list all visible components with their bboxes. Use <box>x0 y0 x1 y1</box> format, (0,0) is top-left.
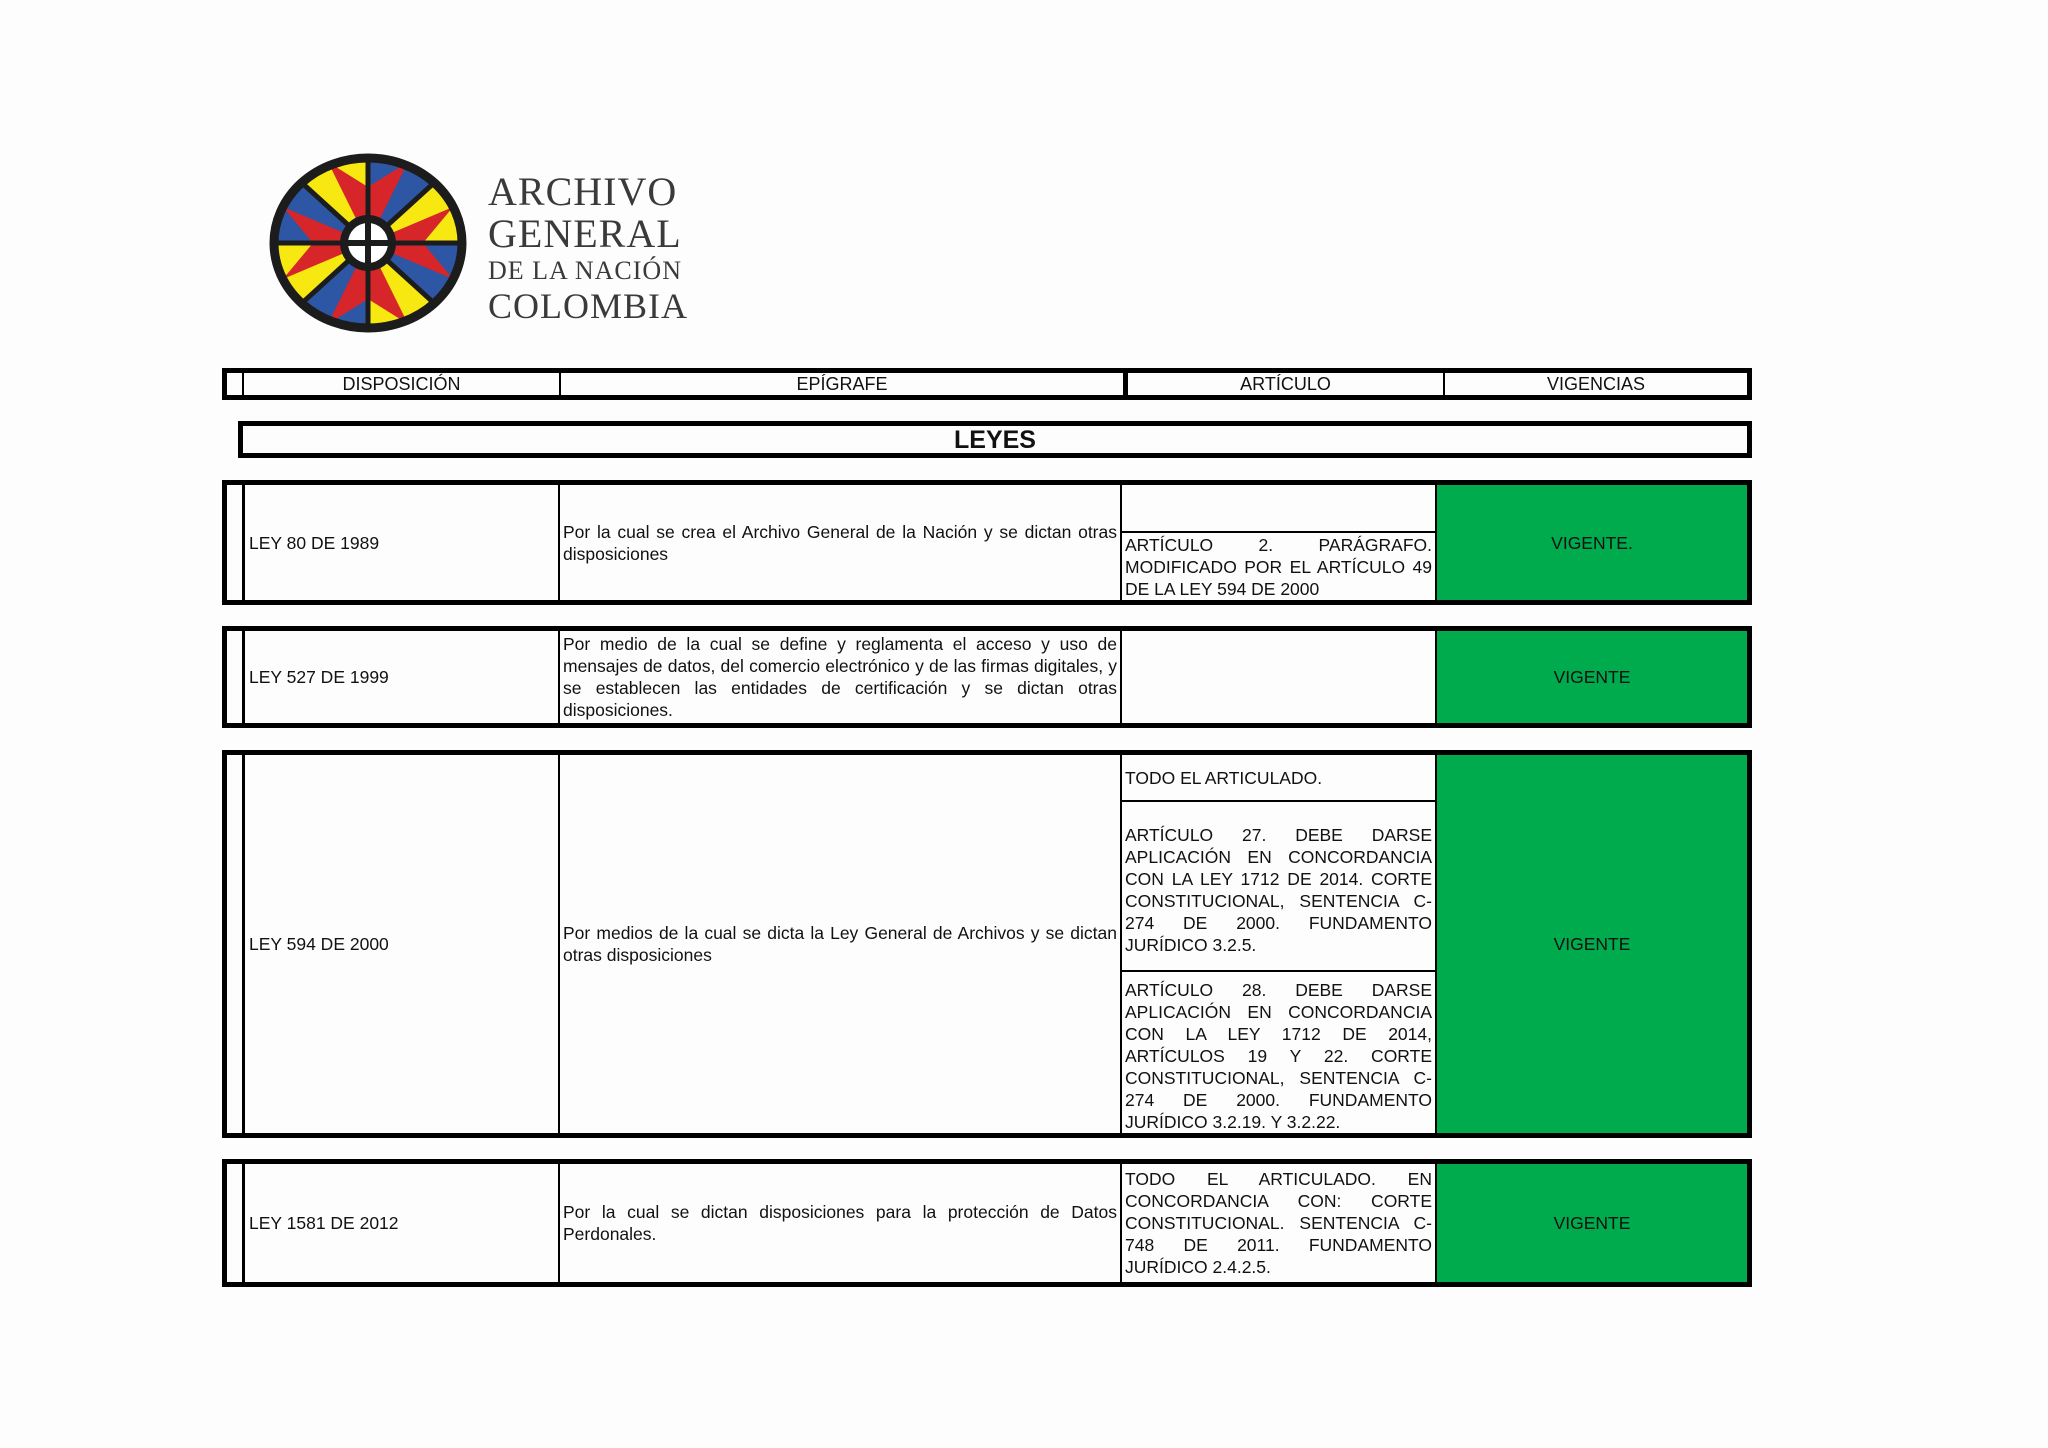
header-disposicion: DISPOSICIÓN <box>244 373 561 395</box>
table-row <box>222 750 1752 1138</box>
epigrafe-cell: Por la cual se dictan disposiciones para la protección de Datos Perdonales. <box>560 1164 1122 1282</box>
disposicion-cell: LEY 80 DE 1989 <box>245 485 560 600</box>
articulo-entry: ARTÍCULO 28. DEBE DARSE APLICACIÓN EN CONCORDANCIA CON LA LEY 1712 DE 2014, ARTÍCULOS 19 Y 22. CORTE CONSTITUCIONAL, SENTENCIA C-274 DE 2000. FUNDAMENTO JURÍDICO 3.2.19. Y 3.2.22. <box>1125 980 1432 1132</box>
articulo-cell <box>1122 485 1437 600</box>
vigencia-status: VIGENTE. <box>1437 485 1747 600</box>
header-articulo: ARTÍCULO <box>1128 373 1445 395</box>
table-row <box>222 1159 1752 1287</box>
disposicion-cell: LEY 594 DE 2000 <box>245 755 560 1133</box>
articulo-cell <box>1122 755 1437 1133</box>
row-stub <box>227 485 245 600</box>
row-stub <box>227 755 245 1133</box>
logo-line-2: GENERAL <box>488 211 682 256</box>
epigrafe-cell: Por medio de la cual se define y reglamenta el acceso y uso de mensajes de datos, del comercio electrónico y de las firmas digitales, y se establecen las entidades de certificación y se dictan otras disposiciones. <box>560 631 1122 723</box>
articulo-entry <box>1122 631 1435 723</box>
vigencia-status: VIGENTE <box>1437 1164 1747 1282</box>
disposicion-cell: LEY 527 DE 1999 <box>245 631 560 723</box>
disposicion-cell: LEY 1581 DE 2012 <box>245 1164 560 1282</box>
articulo-entry: TODO EL ARTICULADO. <box>1122 755 1435 802</box>
articulo-entry: ARTÍCULO 2. PARÁGRAFO. MODIFICADO POR EL ARTÍCULO 49 DE LA LEY 594 DE 2000 <box>1125 535 1432 599</box>
logo-line-1: ARCHIVO <box>488 169 678 214</box>
epigrafe-cell: Por la cual se crea el Archivo General de la Nación y se dictan otras disposiciones <box>560 485 1122 600</box>
logo-line-4: COLOMBIA <box>488 286 689 326</box>
table-header <box>222 368 1752 400</box>
vigencia-status: VIGENTE <box>1437 631 1747 723</box>
table-row <box>222 480 1752 605</box>
archivo-general-logo <box>268 152 688 334</box>
vigencia-status: VIGENTE <box>1437 755 1747 1133</box>
articulo-cell <box>1122 631 1437 723</box>
header-vigencias: VIGENCIAS <box>1546 374 1646 394</box>
row-stub <box>227 631 245 723</box>
header-epigrafe: EPÍGRAFE <box>561 373 1128 395</box>
articulo-entry: ARTÍCULO 27. DEBE DARSE APLICACIÓN EN CONCORDANCIA CON LA LEY 1712 DE 2014. CORTE CONSTITUCIONAL, SENTENCIA C-274 DE 2000. FUNDAMENTO JURÍDICO 3.2.5. <box>1122 802 1435 972</box>
logo-emblem-icon <box>268 152 468 334</box>
articulo-entry: TODO EL ARTICULADO. EN CONCORDANCIA CON: CORTE CONSTITUCIONAL. SENTENCIA C-748 DE 2011. FUNDAMENTO JURÍDICO 2.4.2.5. <box>1125 1169 1432 1277</box>
section-title: LEYES <box>238 421 1752 458</box>
epigrafe-cell: Por medios de la cual se dicta la Ley General de Archivos y se dictan otras disposiciones <box>560 755 1122 1133</box>
articulo-entry <box>1122 485 1435 533</box>
logo-line-3: DE LA NACIÓN <box>488 256 682 285</box>
row-stub <box>227 1164 245 1282</box>
articulo-cell <box>1122 1164 1437 1282</box>
logo-wordmark <box>488 169 689 326</box>
table-row <box>222 626 1752 728</box>
header-stub <box>227 373 244 395</box>
